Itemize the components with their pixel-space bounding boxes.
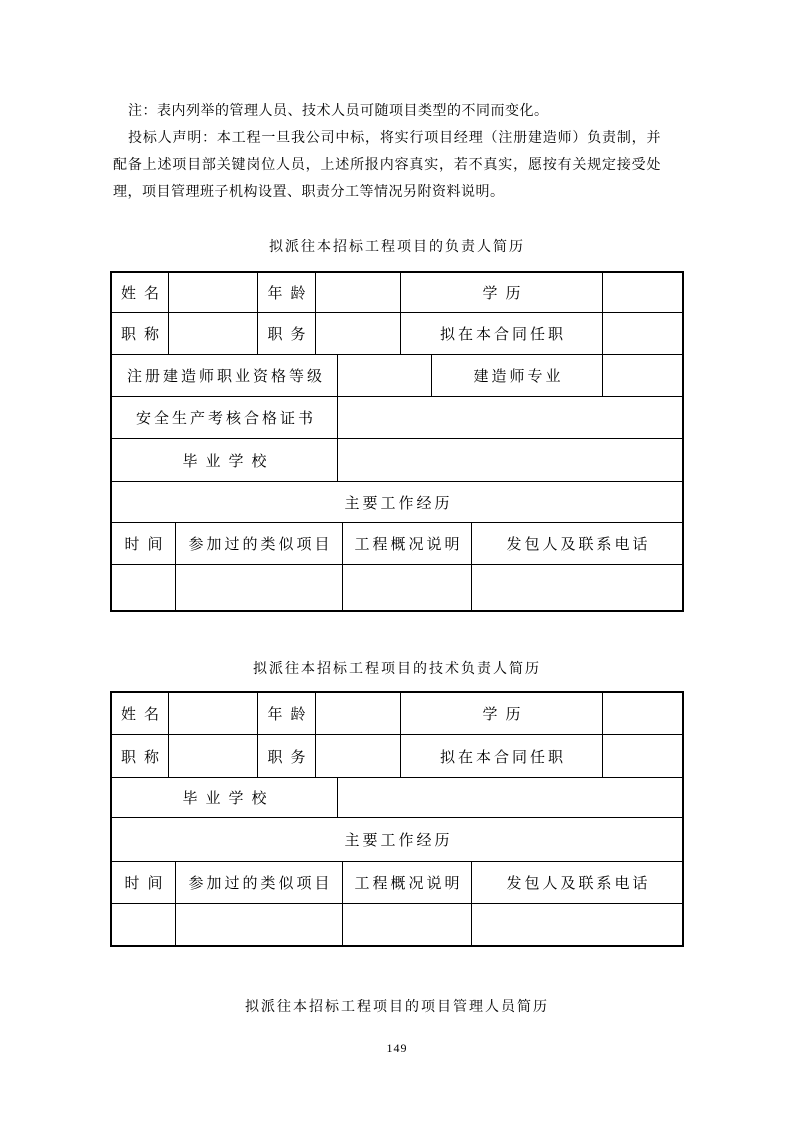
- blank-field-cell: [338, 778, 682, 818]
- field-label-cell: 安全生产考核合格证书: [112, 397, 338, 439]
- field-label-cell: 职称: [112, 735, 169, 778]
- blank-field-cell: [112, 904, 176, 945]
- field-label-cell: 姓名: [112, 273, 169, 313]
- field-label-cell: 年龄: [258, 693, 316, 735]
- blank-field-cell: [316, 735, 401, 778]
- table-row: [112, 818, 682, 862]
- field-label-cell: 时间: [112, 862, 176, 904]
- field-label-cell: 毕业学校: [112, 439, 338, 482]
- table-row: [112, 693, 682, 735]
- field-label-cell: 职务: [258, 735, 316, 778]
- blank-field-cell: [169, 313, 258, 355]
- blank-field-cell: [338, 355, 432, 397]
- blank-field-cell: [169, 273, 258, 313]
- table-row: [112, 313, 682, 355]
- blank-field-cell: [338, 397, 682, 439]
- field-label-cell: 年龄: [258, 273, 316, 313]
- field-label-cell: 工程概况说明: [343, 862, 472, 904]
- table-title-project-leader: 拟派往本招标工程项目的负责人简历: [269, 240, 525, 255]
- field-label-cell: 主要工作经历: [112, 818, 682, 862]
- field-label-cell: 拟在本合同任职: [401, 313, 603, 355]
- blank-field-cell: [603, 355, 682, 397]
- blank-field-cell: [169, 693, 258, 735]
- table-row: [112, 862, 682, 904]
- table-row: [112, 904, 682, 945]
- field-label-cell: 发包人及联系电话: [472, 523, 682, 565]
- table-row: [112, 273, 682, 313]
- project-leader-resume-table: [110, 271, 684, 612]
- field-label-cell: 职称: [112, 313, 169, 355]
- blank-field-cell: [316, 693, 401, 735]
- table-row: [112, 482, 682, 523]
- table-row: [112, 778, 682, 818]
- field-label-cell: 发包人及联系电话: [472, 862, 682, 904]
- blank-field-cell: [472, 565, 682, 610]
- blank-field-cell: [176, 904, 343, 945]
- field-label-cell: 学历: [401, 273, 603, 313]
- technical-leader-resume-table: [110, 691, 684, 947]
- table-row: [112, 355, 682, 397]
- blank-field-cell: [472, 904, 682, 945]
- field-label-cell: 参加过的类似项目: [176, 862, 343, 904]
- header-text-block: [113, 98, 661, 206]
- table-row: [112, 523, 682, 565]
- blank-field-cell: [316, 313, 401, 355]
- blank-field-cell: [316, 273, 401, 313]
- blank-field-cell: [169, 735, 258, 778]
- note-paragraph: 注：表内列举的管理人员、技术人员可随项目类型的不同而变化。: [128, 104, 549, 119]
- declaration-paragraph: 投标人声明：本工程一旦我公司中标，将实行项目经理（注册建造师）负责制，并配备上述项目部关键岗位人员，上述所报内容真实，若不真实，愿按有关规定接受处理，项目管理班子机构设置、职责分工等情况另附资料说明。: [113, 131, 661, 200]
- field-label-cell: 拟在本合同任职: [401, 735, 603, 778]
- field-label-cell: 工程概况说明: [343, 523, 472, 565]
- field-label-cell: 建造师专业: [432, 355, 603, 397]
- field-label-cell: 学历: [401, 693, 603, 735]
- field-label-cell: 主要工作经历: [112, 482, 682, 523]
- blank-field-cell: [338, 439, 682, 482]
- table-row: [112, 397, 682, 439]
- field-label-cell: 职务: [258, 313, 316, 355]
- table-row: [112, 735, 682, 778]
- field-label-cell: 时间: [112, 523, 176, 565]
- table-row: [112, 439, 682, 482]
- table-row: [112, 565, 682, 610]
- table-title-management-personnel: 拟派往本招标工程项目的项目管理人员简历: [245, 1000, 549, 1015]
- blank-field-cell: [343, 565, 472, 610]
- field-label-cell: 姓名: [112, 693, 169, 735]
- blank-field-cell: [603, 735, 682, 778]
- blank-field-cell: [603, 273, 682, 313]
- page-number: 149: [386, 1041, 408, 1055]
- blank-field-cell: [112, 565, 176, 610]
- blank-field-cell: [343, 904, 472, 945]
- field-label-cell: 参加过的类似项目: [176, 523, 343, 565]
- blank-field-cell: [603, 693, 682, 735]
- blank-field-cell: [603, 313, 682, 355]
- table-title-technical-leader: 拟派往本招标工程项目的技术负责人简历: [253, 662, 541, 677]
- blank-field-cell: [176, 565, 343, 610]
- field-label-cell: 毕业学校: [112, 778, 338, 818]
- field-label-cell: 注册建造师职业资格等级: [112, 355, 338, 397]
